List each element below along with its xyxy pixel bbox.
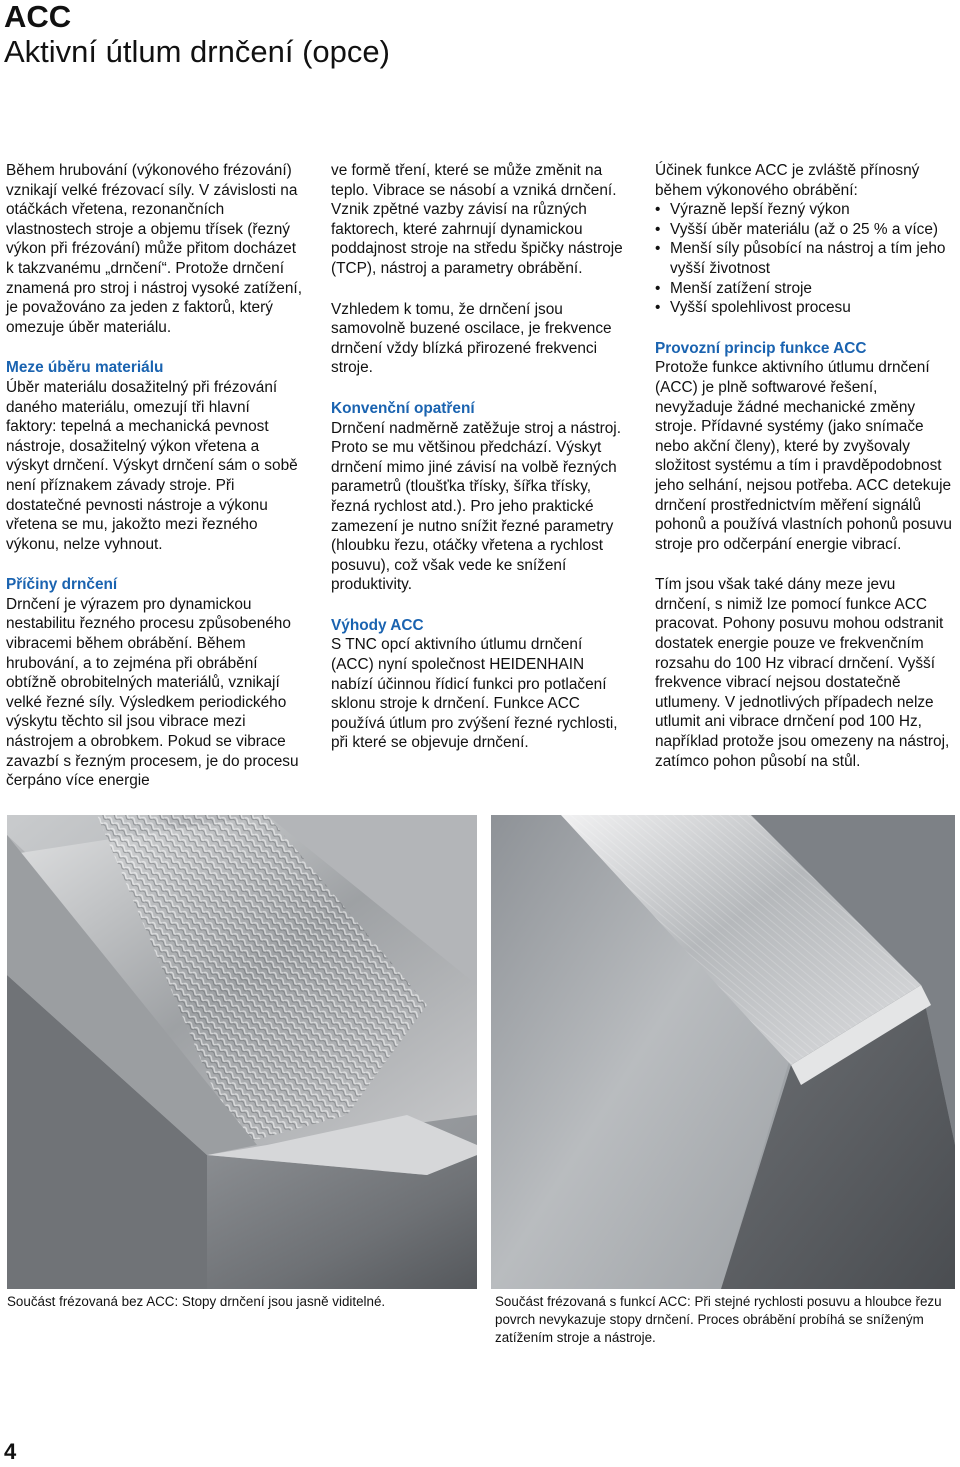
caption-with-acc: Součást frézovaná s funkcí ACC: Při stejné rychlosti posuvu a hloubce řezu povrch nevykazuje stopy drnčení. Proces obrábění probíhá se sníženým zatížením stroje a nástroje. xyxy=(495,1294,942,1345)
benefits-list xyxy=(655,200,955,318)
section-operating-principle xyxy=(655,339,955,555)
page-number: 4 xyxy=(4,1439,17,1464)
section-material-removal xyxy=(6,358,304,554)
list-item: • Menší síly působící na nástroj a tím jeho vyšší životnost xyxy=(655,239,955,278)
list-item: • Výrazně lepší řezný výkon xyxy=(655,200,955,220)
caption-without-acc: Součást frézovaná bez ACC: Stopy drnčení jsou jasně viditelné. xyxy=(7,1294,386,1309)
section-text: Úběr materiálu dosažitelný při frézování daného materiálu, omezují tři hlavní faktory: tepelná a mechanická pevnost nástroje, dosažitelný výkon vřetena a výskyt drnčení. Výskyt drnčení sám o sobě není příznakem závady stroje. Při dostatečné pevnosti nástroje a výkonu vřetena se mu, jakožto mezi řezného výkonu, nelze vyhnout. xyxy=(6,378,298,553)
list-item: • Menší zatížení stroje xyxy=(655,279,955,299)
photo-part-with-acc xyxy=(491,815,955,1289)
section-heading: Meze úběru materiálu xyxy=(6,359,164,377)
page-subtitle: Aktivní útlum drnčení (opce) xyxy=(4,34,390,69)
list-item: • Vyšší spolehlivost procesu xyxy=(655,298,955,318)
photo-part-without-acc xyxy=(7,815,477,1289)
section-text: Protože funkce aktivního útlumu drnčení (ACC) je plně softwarové řešení, nevyžaduje žádné mechanické změny stroje. Přídavné systémy (jako snímače nebo akční členy), které by zvyšovaly složitost systému a tím i pravděpodobnost jeho selhání, nejsou potřeba. ACC detekuje drnčení prostřednictvím měření signálů pohonů a používá vlastních pohonů posuvu stroje pro odčerpání energie vibrací. xyxy=(655,359,952,553)
section-acc-benefits xyxy=(331,616,629,753)
page-title: ACC xyxy=(4,0,72,34)
page-header xyxy=(4,0,390,70)
intro-paragraph: Během hrubování (výkonového frézování) vznikají velké frézovací síly. V závislosti na otáčkách vřetena, rezonančních vlastnostech stroje a objemu třísek (řezný výkon při frézování) může přitom docházet k takzvanému „drnčení“. Protože drnčení znamená pro stroj i nástroj vysoké zatížení, je považováno za jeden z faktorů, který omezuje úběr materiálu. xyxy=(6,162,302,336)
section-text: Drnčení nadměrně zatěžuje stroj a nástroj. Proto se mu většinou předchází. Výskyt drnčení mimo jiné závisí na volbě řezných parametrů (tloušťka třísky, šířka třísky, řezná rychlost atd.). Pro jeho praktické zamezení je nutno snížit řezné parametry (hloubku řezu, otáčky vřetena a rychlost posuvu), což však vede ke snížení produktivity. xyxy=(331,419,622,594)
section-text: Drnčení je výrazem pro dynamickou nestabilitu řezného procesu způsobeného vibracemi během obrábění. Během hrubování, a to zejména při obrábění obtížně obrobitelných materiálů, vznikají velké řezné síly. Výsledkem periodického výskytu těchto sil jsou vibrace mezi nástrojem a obrobkem. Pokud se vibrace zavazbí s řezným procesem, je do procesu čerpáno více energie xyxy=(6,595,299,790)
section-heading: Příčiny drnčení xyxy=(6,576,118,594)
section-conventional-measures xyxy=(331,399,629,595)
text-column-3 xyxy=(655,161,955,792)
continuation-paragraph: ve formě tření, které se může změnit na teplo. Vibrace se násobí a vzniká drnčení. Vznik zpětné vazby závisí na různých faktorech, které zahrnují dynamickou poddajnost stroje na středu špičky nástroje (TCP), nástroj a parametry obrábění. xyxy=(331,162,623,277)
metal-part-chatter-image xyxy=(7,815,477,1289)
text-column-2 xyxy=(331,161,629,774)
benefits-intro: Účinek funkce ACC je zvláště přínosný během výkonového obrábění: xyxy=(655,162,920,199)
section-heading: Provozní princip funkce ACC xyxy=(655,339,867,357)
metal-part-smooth-image xyxy=(491,815,955,1289)
section-heading: Konvenční opatření xyxy=(331,399,475,417)
list-item: • Vyšší úběr materiálu (až o 25 % a více) xyxy=(655,220,955,240)
section-heading: Výhody ACC xyxy=(331,616,424,634)
limits-paragraph: Tím jsou však také dány meze jevu drnčení, s nimiž lze pomocí funkce ACC pracovat. Pohony posuvu mohou odstranit dostatek energie pouze ve frekvenčním rozsahu do 100 Hz vibrací drnčení. Vyšší frekvence vibrací nejsou dostatečně utlumeny. V jednotlivých případech nelze utlumit ani vibrace drnčení pod 100 Hz, například protože jsou omezeny na nástroj, zatímco pohon působí na stůl. xyxy=(655,576,950,770)
text-column-1 xyxy=(6,161,304,812)
section-chatter-causes xyxy=(6,575,304,791)
frequency-paragraph: Vzhledem k tomu, že drnčení jsou samovolně buzené oscilace, je frekvence drnčení vždy blízká přirozené frekvenci stroje. xyxy=(331,300,612,377)
section-text: S TNC opcí aktivního útlumu drnčení (ACC) nyní společnost HEIDENHAIN nabízí účinnou řídicí funkci pro potlačení sklonu stroje k drnčení. Funkce ACC používá útlum pro zvýšení řezné rychlosti, při které se objevuje drnčení. xyxy=(331,636,618,752)
